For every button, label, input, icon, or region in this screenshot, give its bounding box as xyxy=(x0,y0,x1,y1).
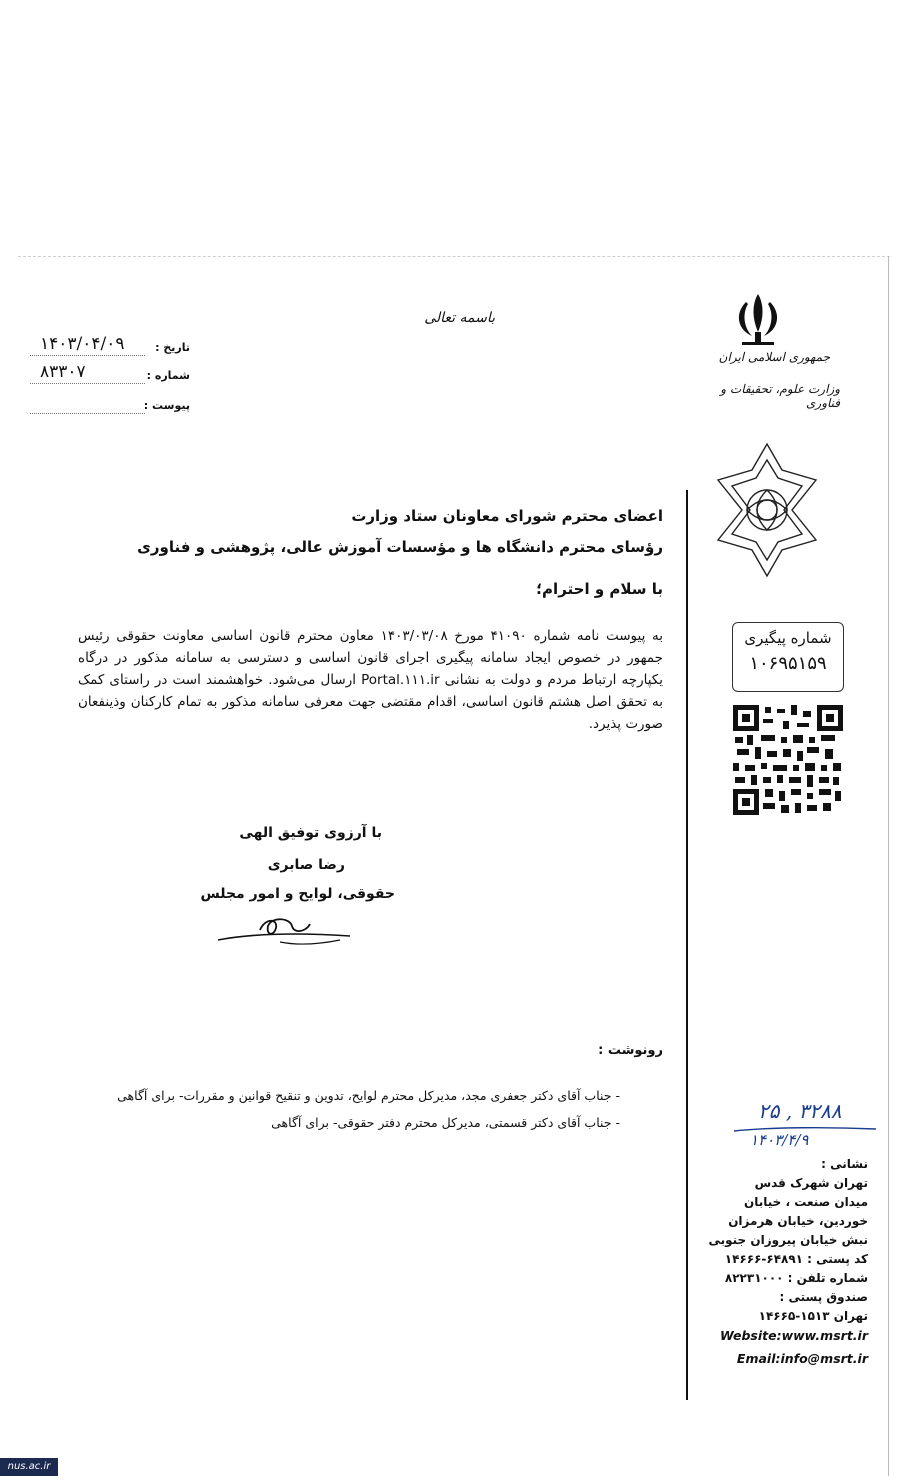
page-edge xyxy=(888,256,889,1476)
handwritten-note xyxy=(730,1095,880,1155)
handwritten-stroke xyxy=(730,1125,880,1135)
address-line: تهران ۱۵۱۳-۱۴۶۶۵ xyxy=(758,1309,868,1323)
ministry-name: وزارت علوم، تحقیقات و فناوری xyxy=(720,382,840,410)
tracking-label: شماره پیگیری xyxy=(744,629,832,647)
basmala: باسمه تعالی xyxy=(424,310,495,326)
address-line: تهران شهرک قدس xyxy=(754,1176,868,1190)
attachment-label: پیوست : xyxy=(143,399,190,412)
address-line: میدان صنعت ، خیابان xyxy=(744,1195,868,1209)
website-link[interactable]: Website:www.msrt.ir xyxy=(720,1328,868,1343)
cc-title: رونوشت : xyxy=(598,1043,663,1058)
dotted-line xyxy=(30,413,145,414)
dotted-line xyxy=(30,355,145,356)
closing-wish: با آرزوی توفیق الهی xyxy=(239,825,382,841)
letter-body: به پیوست نامه شماره ۴۱۰۹۰ مورخ ۱۴۰۳/۰۳/۰۸ معاون محترم قانون اساسی معاونت حقوقی رئیس جمهور در خصوص ایجاد سامانه پیگیری اجرای قانون اساسی و دسترسی به سامانه مذکور در درگاه یکپارچه ارتباط مردم و دولت به نشانی Portal.۱۱۱.ir ارسال می‌شود. خواهشمند است در راستای کمک به تحقق اصل هشتم قانون اساسی، اقدام مقتضی جهت معرفی سامانه مذکور به تمام کارکنان وذینفعان صورت پذیرد. xyxy=(78,628,663,732)
tracking-box xyxy=(732,622,844,692)
address-line: صندوق پستی : xyxy=(779,1290,868,1304)
number-label: شماره : xyxy=(146,369,190,382)
signature-icon xyxy=(210,912,360,952)
address-line: شماره تلفن : ۸۲۲۳۱۰۰۰ xyxy=(724,1271,868,1285)
number-value: ۸۳۳۰۷ xyxy=(40,362,86,382)
recipient-line: رؤسای محترم دانشگاه ها و مؤسسات آموزش عالی، پژوهشی و فناوری xyxy=(137,538,663,556)
handwritten-number: ۲۵ , ۳۲۸۸ xyxy=(758,1099,842,1123)
recipient-line: اعضای محترم شورای معاونان ستاد وزارت xyxy=(351,507,663,525)
cc-item: - جناب آقای دکتر جعفری مجد، مدیرکل محترم لوایح، تدوین و تنقیح قوانین و مقررات- برای آگاهی xyxy=(117,1088,620,1103)
address-label: نشانی : xyxy=(821,1157,868,1171)
iran-emblem-icon xyxy=(728,288,788,348)
address-line: نبش خیابان پیروزان جنوبی xyxy=(708,1233,868,1247)
page-edge xyxy=(18,256,890,257)
address-line: خوردین، خیابان هرمزان xyxy=(728,1214,868,1228)
signer-name: رضا صابری xyxy=(267,857,345,873)
address-block xyxy=(700,1155,868,1368)
attachment-line xyxy=(30,398,190,420)
side-divider xyxy=(686,490,688,1400)
dotted-line xyxy=(30,383,145,384)
date-label: تاریخ : xyxy=(155,341,190,354)
greeting: با سلام و احترام؛ xyxy=(536,580,663,598)
site-badge[interactable]: nus.ac.ir xyxy=(0,1458,58,1476)
tracking-number: ۱۰۶۹۵۱۵۹ xyxy=(749,653,827,674)
address-line: کد پستی : ۶۴۸۹۱-۱۴۶۶۶ xyxy=(724,1252,868,1266)
islamic-ornament-icon xyxy=(712,440,822,580)
date-line xyxy=(30,334,190,362)
signer-title: حقوقی، لوایح و امور مجلس xyxy=(200,886,395,902)
country-name: جمهوری اسلامی ایران xyxy=(718,350,830,364)
qr-code-icon xyxy=(733,705,843,815)
date-value: ۱۴۰۳/۰۴/۰۹ xyxy=(40,334,125,354)
number-line xyxy=(30,362,190,390)
email-link[interactable]: Email:info@msrt.ir xyxy=(736,1351,868,1366)
cc-item: - جناب آقای دکتر قسمتی، مدیرکل محترم دفتر حقوقی- برای آگاهی xyxy=(271,1115,620,1130)
handwritten-date: ۱۴۰۳/۴/۹ xyxy=(750,1131,809,1149)
